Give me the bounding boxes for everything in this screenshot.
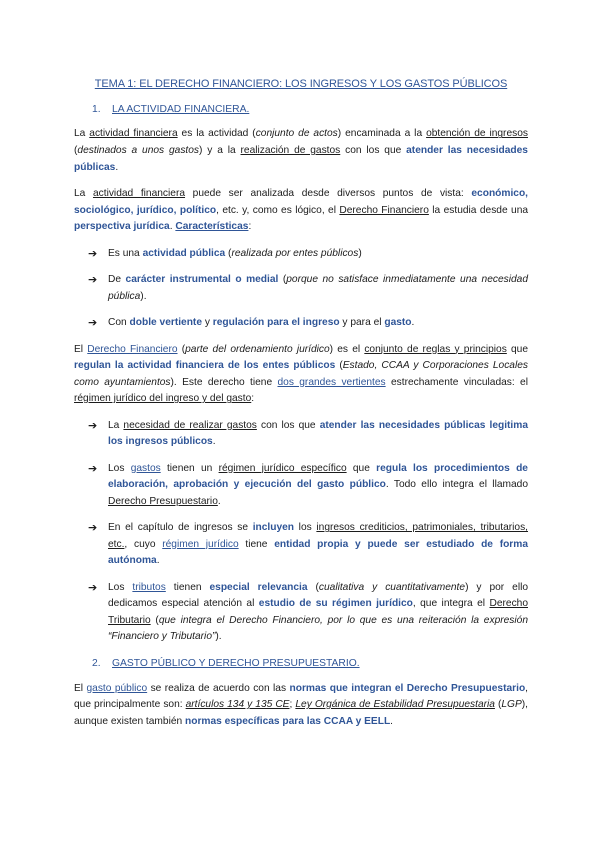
section-title: LA ACTIVIDAD FINANCIERA. [112, 103, 250, 115]
arrow-right-icon: ➔ [88, 247, 98, 260]
paragraph-derecho-financiero: El Derecho Financiero (parte del ordenamiento jurídico) es el conjunto de reglas y principios que regulan la actividad financiera de los entes públicos (Estado, CCAA y Corporaciones Locales como ayuntamientos). Este derecho tiene dos grandes vertientes estrechamente vinculadas: el régimen jurídico del ingreso y del gasto: [74, 343, 529, 405]
list-item: ➔ En el capítulo de ingresos se incluyen los ingresos crediticios, patrimoniales, tributarios, etc., cuyo régimen jurídico tiene entidad propia y puede ser estudiado de forma autónoma. [88, 522, 529, 567]
section-heading-1 [92, 102, 528, 119]
paragraph-gasto-publico: El gasto público se realiza de acuerdo con las normas que integran el Derecho Presupuestario, que principalmente son: artículos 134 y 135 CE; Ley Orgánica de Estabilidad Presupuestaria (LGP), aunque existen también normas específicas para las CCAA y EELL. [74, 682, 529, 727]
section-title: GASTO PÚBLICO Y DERECHO PRESUPUESTARIO. [112, 657, 360, 669]
arrow-right-icon: ➔ [88, 317, 98, 330]
list-item: ➔ Los gastos tienen un régimen jurídico específico que regula los procedimientos de elaboración, aprobación y ejecución del gasto público. Todo ello integra el llamado Derecho Presupuestario. [88, 462, 528, 507]
document-body [74, 76, 528, 740]
page-title: TEMA 1: EL DERECHO FINANCIERO: LOS INGRESOS Y LOS GASTOS PÚBLICOS [94, 78, 508, 90]
arrow-right-icon: ➔ [88, 522, 98, 535]
arrow-right-icon: ➔ [88, 274, 98, 287]
arrow-right-icon: ➔ [88, 419, 98, 432]
arrow-right-icon: ➔ [88, 462, 98, 475]
paragraph-actividad-financiera: La actividad financiera es la actividad (conjunto de actos) encaminada a la obtención de ingresos (destinados a unos gastos) y a la realización de gastos con los que atender las necesidades públicas. [74, 128, 528, 173]
list-item: ➔ De carácter instrumental o medial (porque no satisface inmediatamente una necesidad pública). [88, 274, 528, 302]
vertientes-list [74, 418, 528, 646]
list-item: ➔ Los tributos tienen especial relevancia (cualitativa y cuantitativamente) y por ello dedicamos especial atención al estudio de su régimen jurídico, que integra el Derecho Tributario (que integra el Derecho Financiero, por lo que es una reiteración la expresión “Financiero y Tributario”). [88, 581, 529, 643]
section-number: 1. [92, 103, 101, 115]
list-item: ➔ Con doble vertiente y regulación para el ingreso y para el gasto. [74, 315, 528, 332]
characteristics-list [74, 246, 528, 332]
section-heading-2 [92, 656, 528, 673]
list-item: ➔ Es una actividad pública (realizada por entes públicos) [74, 246, 528, 263]
paragraph-puntos-de-vista: La actividad financiera puede ser analizada desde diversos puntos de vista: económico, sociológico, jurídico, político, etc. y, como es lógico, el Derecho Financiero la estudia desde una perspectiva jurídica. Características: [74, 188, 529, 233]
section-number: 2. [92, 657, 101, 669]
arrow-right-icon: ➔ [88, 581, 98, 594]
list-item: ➔ La necesidad de realizar gastos con los que atender las necesidades públicas legitima los ingresos públicos. [88, 419, 528, 448]
